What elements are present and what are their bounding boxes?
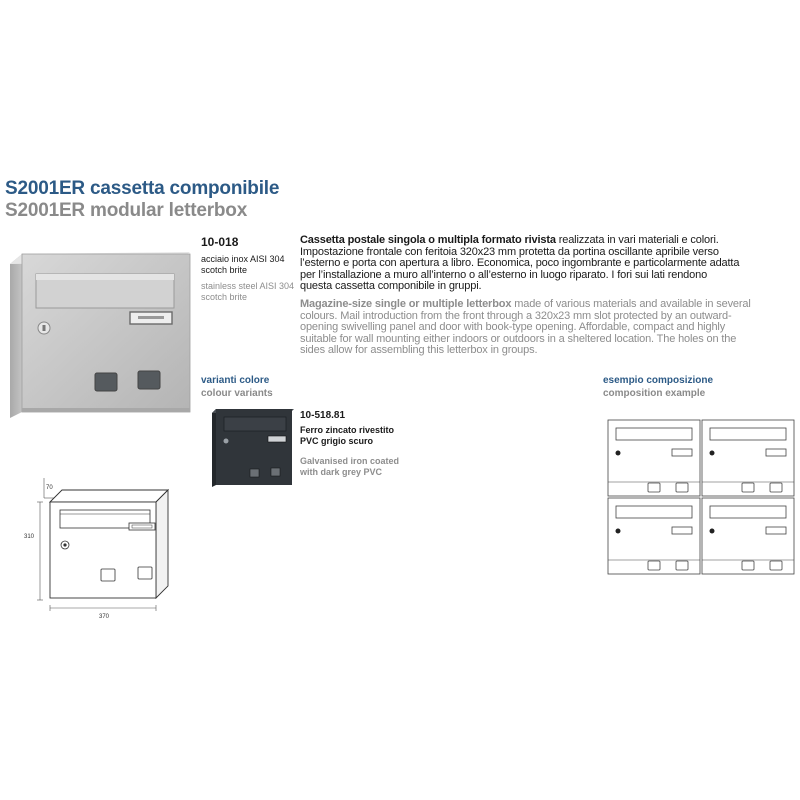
description-english-line: suitable for wall mounting either indoors or outdoors in a sheltered location. The holes on the xyxy=(300,332,737,345)
variant-name-italian-line: PVC grigio scuro xyxy=(300,435,374,446)
material-english-line: stainless steel AISI 304 xyxy=(201,281,295,291)
color-variants-heading-italian: varianti colore xyxy=(201,375,270,386)
description-italian-line: per l’installazione a muro all’interno o all’esterno in luogo riparato. I fori sui lati rendono xyxy=(300,268,708,281)
material-english xyxy=(201,281,294,302)
variant-name-english-line: Galvanised iron coated xyxy=(300,456,400,466)
title-italian: S2001ER cassetta componibile xyxy=(5,178,280,199)
dim-depth-label: 70 xyxy=(46,485,53,491)
description-english-line: made of various materials and available in several xyxy=(511,298,751,310)
variant-name-english-line: with dark grey PVC xyxy=(300,466,383,477)
material-italian-line: acciaio inox AISI 304 xyxy=(201,254,285,264)
composition-heading-italian: esempio composizione xyxy=(603,375,714,386)
variant-name-english xyxy=(300,456,399,477)
description-english xyxy=(300,299,798,357)
material-italian xyxy=(201,254,285,275)
variant-name-italian-line: Ferro zincato rivestito xyxy=(300,425,395,435)
dimension-drawing xyxy=(22,468,182,628)
description-italian-line: questa cassetta componibile in gruppi. xyxy=(300,280,482,293)
description-english-line: colours. Mail introduction from the front through a 320x23 mm slot protected by an outward- xyxy=(300,309,732,322)
composition-example-drawing xyxy=(606,416,796,578)
material-italian-line: scotch brite xyxy=(201,264,248,275)
description-english-lead: Magazine-size single or multiple letterbox xyxy=(300,298,512,310)
description-italian-lead: Cassetta postale singola o multipla formato rivista xyxy=(300,234,556,246)
description-italian-line: Impostazione frontale con feritoia 320x23 mm protetta da portina oscillante apribile verso xyxy=(300,245,719,258)
description-italian-line: l’esterno e porta con apertura a libro. Economica, poco ingombrante e particolarmente adatta xyxy=(300,257,740,270)
variant-code: 10-518.81 xyxy=(300,410,346,421)
composition-heading-english: composition example xyxy=(603,388,706,399)
description-english-line: opening swivelling panel and door with book-type opening. Affordable, compact and highly xyxy=(300,321,726,334)
material-english-line: scotch brite xyxy=(201,291,248,302)
description-english-line: sides allow for assembling this letterbox in groups. xyxy=(300,344,538,357)
color-variants-heading-english: colour variants xyxy=(201,388,273,399)
variant-name-italian xyxy=(300,425,394,446)
dark-grey-letterbox-photo xyxy=(210,407,294,489)
dim-height-label: 310 xyxy=(24,534,35,540)
product-code: 10-018 xyxy=(201,235,239,249)
description-italian-line: realizzata in vari materiali e colori. xyxy=(555,234,719,246)
title-english: S2001ER modular letterbox xyxy=(5,200,248,221)
stainless-letterbox-photo xyxy=(8,248,194,424)
dim-width-label: 370 xyxy=(98,614,110,620)
description-italian xyxy=(300,235,798,293)
